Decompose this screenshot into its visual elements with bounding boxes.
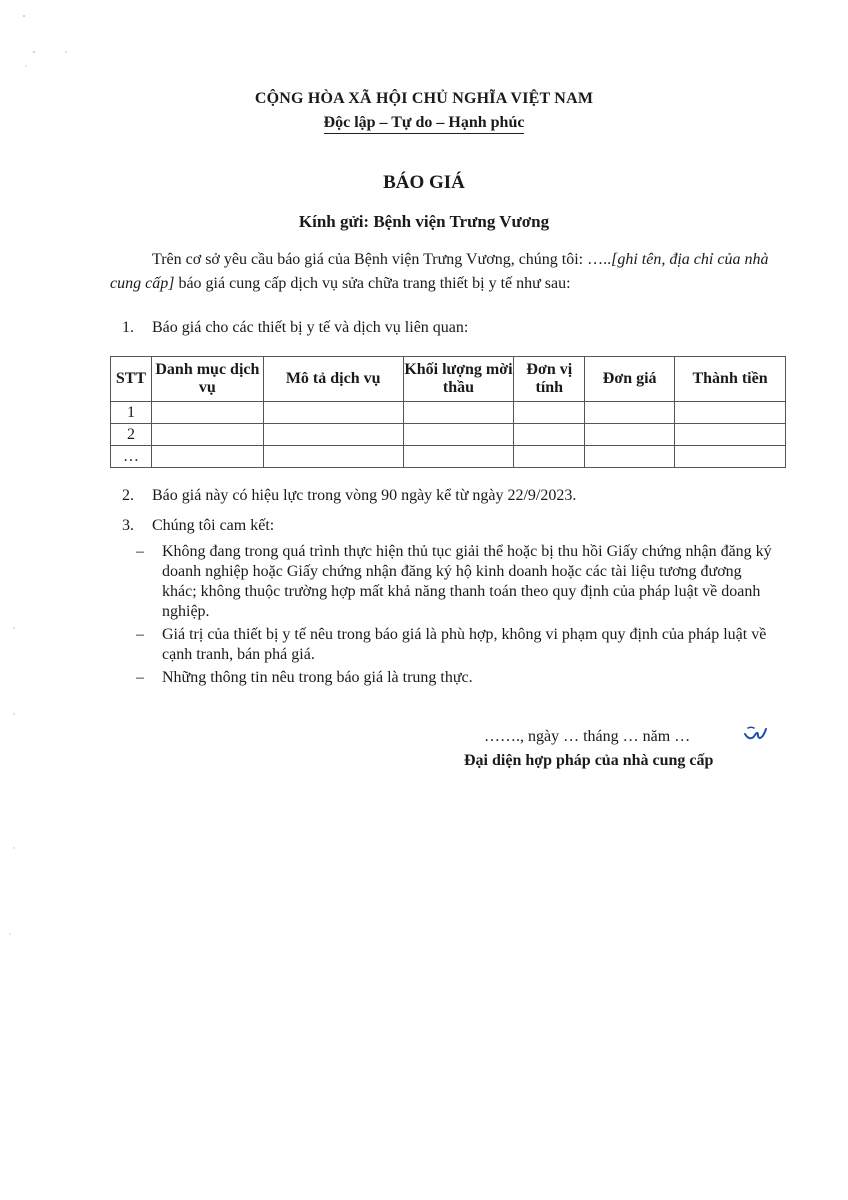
table-row [111,424,786,446]
motto-text: Độc lập – Tự do – Hạnh phúc [324,114,525,134]
column-header-description: Mô tả dịch vụ [263,357,403,402]
table-cell [151,424,263,446]
intro-prefix: Trên cơ sở yêu cầu báo giá của Bệnh viện Trưng Vương, chúng tôi: ….. [152,251,612,268]
column-header-unit: Đơn vị tính [514,357,585,402]
table-cell [403,424,514,446]
bullet-dash: – [136,669,144,686]
commitment-item [136,542,776,622]
table-cell [263,402,403,424]
table-cell-stt: … [111,446,152,468]
table-cell [585,446,675,468]
table-cell [514,446,585,468]
commitment-item [136,668,776,688]
commitment-text: Những thông tin nêu trong báo giá là trung thực. [162,669,473,686]
table-cell-stt: 1 [111,402,152,424]
list-item-text: Báo giá này có hiệu lực trong vòng 90 ngày kể từ ngày 22/9/2023. [152,487,577,504]
table-cell [514,424,585,446]
table-cell [151,446,263,468]
table-cell [403,446,514,468]
table-cell [675,402,786,424]
document-title: BÁO GIÁ [383,172,465,193]
table-cell-stt: 2 [111,424,152,446]
table-cell [585,424,675,446]
signature-dateline: ……., ngày … tháng … năm … [484,728,691,745]
column-header-unit-price: Đơn giá [585,357,675,402]
list-item-number: 2. [122,487,134,504]
commitment-text: Không đang trong quá trình thực hiện thủ tục giải thể hoặc bị thu hồi Giấy chứng nhận đăng ký doanh nghiệp hoặc Giấy chứng nhận đăng ký hộ kinh doanh hoặc các tài liệu tương đương khác; không thuộc trường hợp mất khả năng thanh toán theo quy định của pháp luật về doanh nghiệp. [162,543,772,620]
column-header-total: Thành tiền [675,357,786,402]
pen-mark-icon [742,722,770,744]
list-item-text: Chúng tôi cam kết: [152,517,275,534]
list-item-text: Báo giá cho các thiết bị y tế và dịch vụ liên quan: [152,319,469,336]
table-cell [263,424,403,446]
commitment-list [136,542,776,691]
list-item-3 [122,514,762,538]
table-row [111,446,786,468]
list-item-2 [122,484,762,508]
column-header-service: Danh mục dịch vụ [151,357,263,402]
intro-paragraph [110,248,770,296]
table-cell [403,402,514,424]
table-cell [675,446,786,468]
intro-suffix: báo giá cung cấp dịch vụ sửa chữa trang thiết bị y tế như sau: [174,275,571,292]
commitment-item [136,625,776,665]
recipient-line: Kính gửi: Bệnh viện Trưng Vương [298,212,550,231]
list-item-number: 3. [122,517,134,534]
list-item-1 [122,316,762,340]
table-cell [514,402,585,424]
table-cell [263,446,403,468]
table-row [111,402,786,424]
quote-table [110,356,786,468]
table-cell [675,424,786,446]
column-header-quantity: Khối lượng mời thầu [403,357,514,402]
table-cell [585,402,675,424]
commitment-text: Giá trị của thiết bị y tế nêu trong báo giá là phù hợp, không vi phạm quy định của pháp luật về cạnh tranh, bán phá giá. [162,626,767,663]
motto-header [0,114,848,132]
intro-placeholder: [ghi tên, địa chỉ của nhà cung cấp] [110,251,769,292]
country-header: CỘNG HÒA XÃ HỘI CHỦ NGHĨA VIỆT NAM [254,90,594,107]
table-header-row [111,357,786,402]
bullet-dash: – [136,543,144,560]
bullet-dash: – [136,626,144,643]
table-cell [151,402,263,424]
signer-title: Đại diện hợp pháp của nhà cung cấp [464,752,714,769]
list-item-number: 1. [122,319,134,336]
column-header-stt: STT [111,357,152,402]
